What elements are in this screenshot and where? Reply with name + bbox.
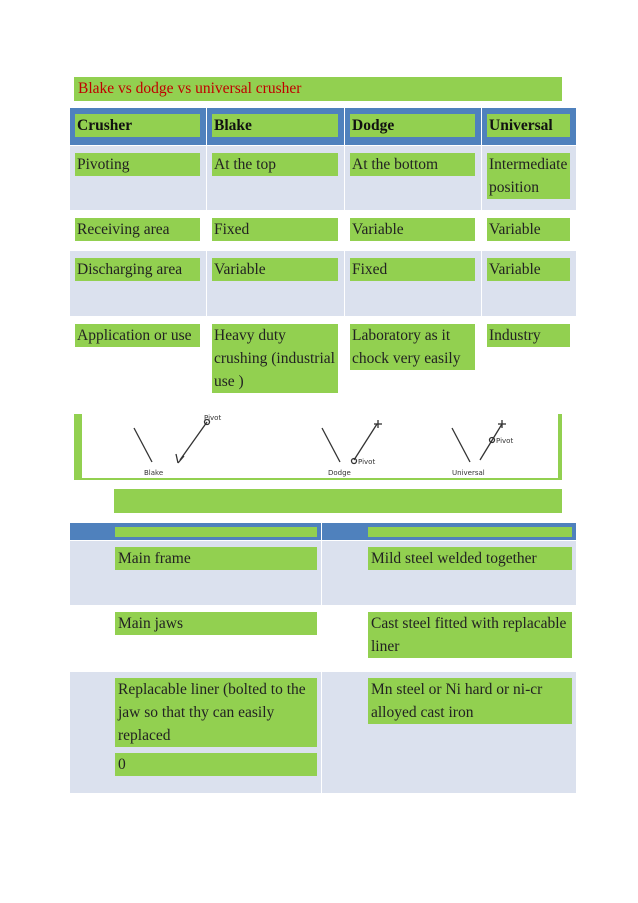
- comparison-table: [69, 107, 577, 407]
- table-row: [70, 317, 577, 407]
- table-row: [70, 146, 577, 211]
- header-cell: Universal: [487, 114, 570, 137]
- universal-pivot-label: Pivot: [496, 437, 514, 445]
- table-cell: Intermediate position: [487, 153, 570, 199]
- table-cell: Variable: [350, 218, 475, 241]
- blake-pivot-label: Pivot: [204, 414, 222, 422]
- table-cell: Variable: [487, 258, 570, 281]
- part-material: Mild steel welded together: [368, 547, 572, 570]
- blake-fixed-jaw: [134, 428, 152, 462]
- materials-table: [69, 522, 577, 794]
- header-cell: Crusher: [75, 114, 200, 137]
- part-name: Replacable liner (bolted to the jaw so that thy can easily replaced: [115, 678, 317, 747]
- universal-fixed-jaw: [452, 428, 470, 462]
- header-highlight: [368, 527, 572, 537]
- table-cell: Receiving area: [75, 218, 200, 241]
- table-row: [70, 211, 577, 251]
- header-cell: Dodge: [350, 114, 475, 137]
- section-bar: [114, 489, 562, 513]
- table-header-row: [70, 523, 577, 541]
- table-row: [70, 672, 577, 794]
- blake-label: Blake: [144, 469, 164, 477]
- page-title: Blake vs dodge vs universal crusher: [78, 80, 302, 97]
- table-cell: Application or use: [75, 324, 200, 347]
- table-cell: Laboratory as it chock very easily: [350, 324, 475, 370]
- header-highlight: [115, 527, 317, 537]
- table-header-row: [70, 108, 577, 146]
- dodge-label: Dodge: [328, 469, 351, 477]
- part-name: Main jaws: [115, 612, 317, 635]
- table-cell: Fixed: [350, 258, 475, 281]
- table-cell: Pivoting: [75, 153, 200, 176]
- table-cell: At the bottom: [350, 153, 475, 176]
- dodge-pivot-label: Pivot: [358, 458, 376, 466]
- dodge-fixed-jaw: [322, 428, 340, 462]
- blake-moving-jaw: [180, 422, 207, 460]
- crusher-diagram-figure: [82, 414, 558, 478]
- part-material: Cast steel fitted with replacable liner: [368, 612, 572, 658]
- table-cell: At the top: [212, 153, 338, 176]
- table-row: [70, 251, 577, 317]
- extra-value: 0: [115, 753, 317, 776]
- dodge-moving-jaw: [354, 424, 377, 460]
- universal-label: Universal: [452, 469, 485, 477]
- crusher-diagram: [74, 414, 562, 480]
- title-bar: [74, 77, 562, 101]
- table-cell: Heavy duty crushing (industrial use ): [212, 324, 338, 393]
- table-row: [70, 541, 577, 606]
- table-cell: Variable: [212, 258, 338, 281]
- table-cell: Variable: [487, 218, 570, 241]
- header-cell: Blake: [212, 114, 338, 137]
- part-name: Main frame: [115, 547, 317, 570]
- part-material: Mn steel or Ni hard or ni-cr alloyed cast iron: [368, 678, 572, 724]
- table-row: [70, 606, 577, 672]
- table-cell: Discharging area: [75, 258, 200, 281]
- table-cell: Industry: [487, 324, 570, 347]
- table-cell: Fixed: [212, 218, 338, 241]
